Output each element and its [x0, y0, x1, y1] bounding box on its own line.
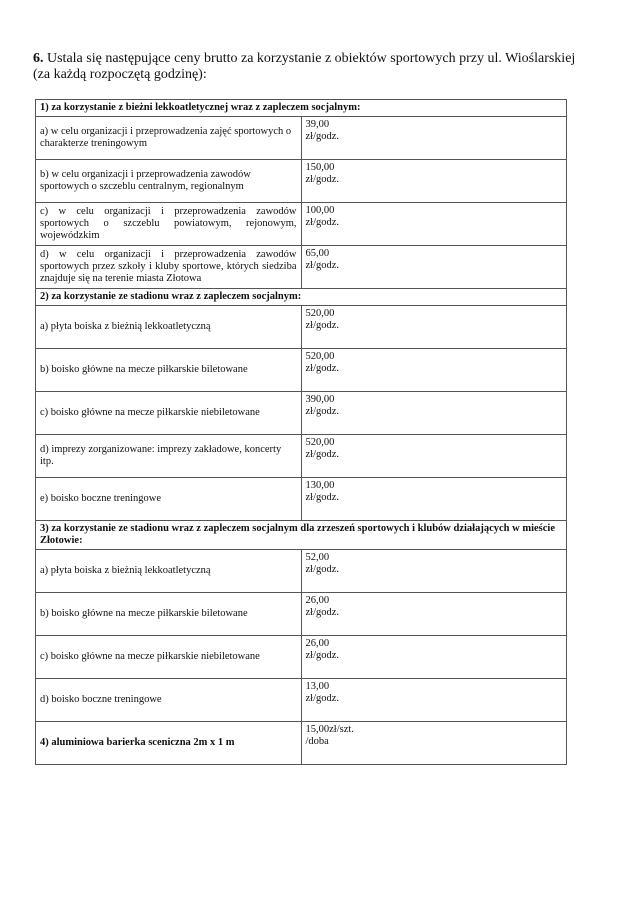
price-value: 390,00 [305, 394, 335, 405]
table-row [36, 349, 567, 392]
row-price [301, 203, 567, 246]
row-price [301, 435, 567, 478]
section-header-row [36, 521, 567, 550]
intro-paragraph [33, 51, 593, 83]
row-price [301, 392, 567, 435]
table-row [36, 722, 567, 765]
section-header-row [36, 289, 567, 306]
price-value: 520,00 [305, 308, 335, 319]
section-number: 6. [33, 51, 44, 66]
price-unit: zł/godz. [305, 363, 340, 374]
price-unit: zł/godz. [305, 260, 340, 271]
row-description: b) boisko główne na mecze piłkarskie biletowane [36, 349, 302, 392]
price-unit: zł/godz. [305, 131, 340, 142]
section-header-row [36, 100, 567, 117]
row-description: e) boisko boczne treningowe [36, 478, 302, 521]
price-value: 150,00 [305, 162, 335, 173]
price-value: 13,00 [305, 681, 330, 692]
price-unit: /doba [305, 736, 329, 747]
row-price [301, 349, 567, 392]
table-row [36, 550, 567, 593]
price-unit: zł/godz. [305, 406, 340, 417]
price-value: 100,00 [305, 205, 335, 216]
price-unit: zł/godz. [305, 449, 340, 460]
row-description: c) w celu organizacji i przeprowadzenia zawodów sportowych o szczeblu powiatowym, rejonowym, wojewódzkim [36, 203, 302, 246]
row-price [301, 550, 567, 593]
row-description: 4) aluminiowa barierka sceniczna 2m x 1 m [36, 722, 302, 765]
price-value: 520,00 [305, 437, 335, 448]
price-unit: zł/godz. [305, 320, 340, 331]
price-unit: zł/godz. [305, 693, 340, 704]
row-description: d) boisko boczne treningowe [36, 679, 302, 722]
row-price [301, 593, 567, 636]
section-title: 2) za korzystanie ze stadionu wraz z zapleczem socjalnym: [36, 289, 567, 306]
table-row [36, 117, 567, 160]
table-row [36, 392, 567, 435]
row-description: d) w celu organizacji i przeprowadzenia zawodów sportowych przez szkoły i kluby sportowe, których siedziba znajduje się na terenie miasta Złotowa [36, 246, 302, 289]
row-description: a) w celu organizacji i przeprowadzenia zajęć sportowych o charakterze treningowym [36, 117, 302, 160]
row-description: c) boisko główne na mecze piłkarskie niebiletowane [36, 392, 302, 435]
row-price [301, 306, 567, 349]
row-description: d) imprezy zorganizowane: imprezy zakładowe, koncerty itp. [36, 435, 302, 478]
row-description: a) płyta boiska z bieżnią lekkoatletyczną [36, 306, 302, 349]
table-row [36, 203, 567, 246]
section-title: 3) za korzystanie ze stadionu wraz z zapleczem socjalnym dla zrzeszeń sportowych i klubów działających w mieście Złotowie: [36, 521, 567, 550]
table-row [36, 306, 567, 349]
table-row [36, 435, 567, 478]
price-value: 26,00 [305, 638, 330, 649]
price-value: 52,00 [305, 552, 330, 563]
price-unit: zł/godz. [305, 607, 340, 618]
price-unit: zł/godz. [305, 217, 340, 228]
row-description: b) boisko główne na mecze piłkarskie biletowane [36, 593, 302, 636]
table-row [36, 478, 567, 521]
table-row [36, 593, 567, 636]
row-description: c) boisko główne na mecze piłkarskie niebiletowane [36, 636, 302, 679]
row-description: a) płyta boiska z bieżnią lekkoatletyczną [36, 550, 302, 593]
row-price [301, 160, 567, 203]
row-price [301, 246, 567, 289]
price-value: 39,00 [305, 119, 330, 130]
price-value: 130,00 [305, 480, 335, 491]
table-row [36, 679, 567, 722]
row-price [301, 636, 567, 679]
price-unit: zł/godz. [305, 492, 340, 503]
row-price [301, 679, 567, 722]
price-unit: zł/godz. [305, 564, 340, 575]
row-description: b) w celu organizacji i przeprowadzenia zawodów sportowych o szczeblu centralnym, regionalnym [36, 160, 302, 203]
table-row [36, 636, 567, 679]
row-price [301, 722, 567, 765]
price-unit: zł/godz. [305, 650, 340, 661]
price-unit: zł/godz. [305, 174, 340, 185]
price-value: 26,00 [305, 595, 330, 606]
price-value: 520,00 [305, 351, 335, 362]
price-value: 15,00zł/szt. [305, 724, 354, 735]
price-table [35, 99, 567, 765]
price-value: 65,00 [305, 248, 330, 259]
intro-text: Ustala się następujące ceny brutto za korzystanie z obiektów sportowych przy ul. Wioślarskiej (za każdą rozpoczętą godzinę): [33, 51, 576, 82]
row-price [301, 117, 567, 160]
section-title: 1) za korzystanie z bieżni lekkoatletycznej wraz z zapleczem socjalnym: [36, 100, 567, 117]
row-price [301, 478, 567, 521]
table-row [36, 246, 567, 289]
table-row [36, 160, 567, 203]
